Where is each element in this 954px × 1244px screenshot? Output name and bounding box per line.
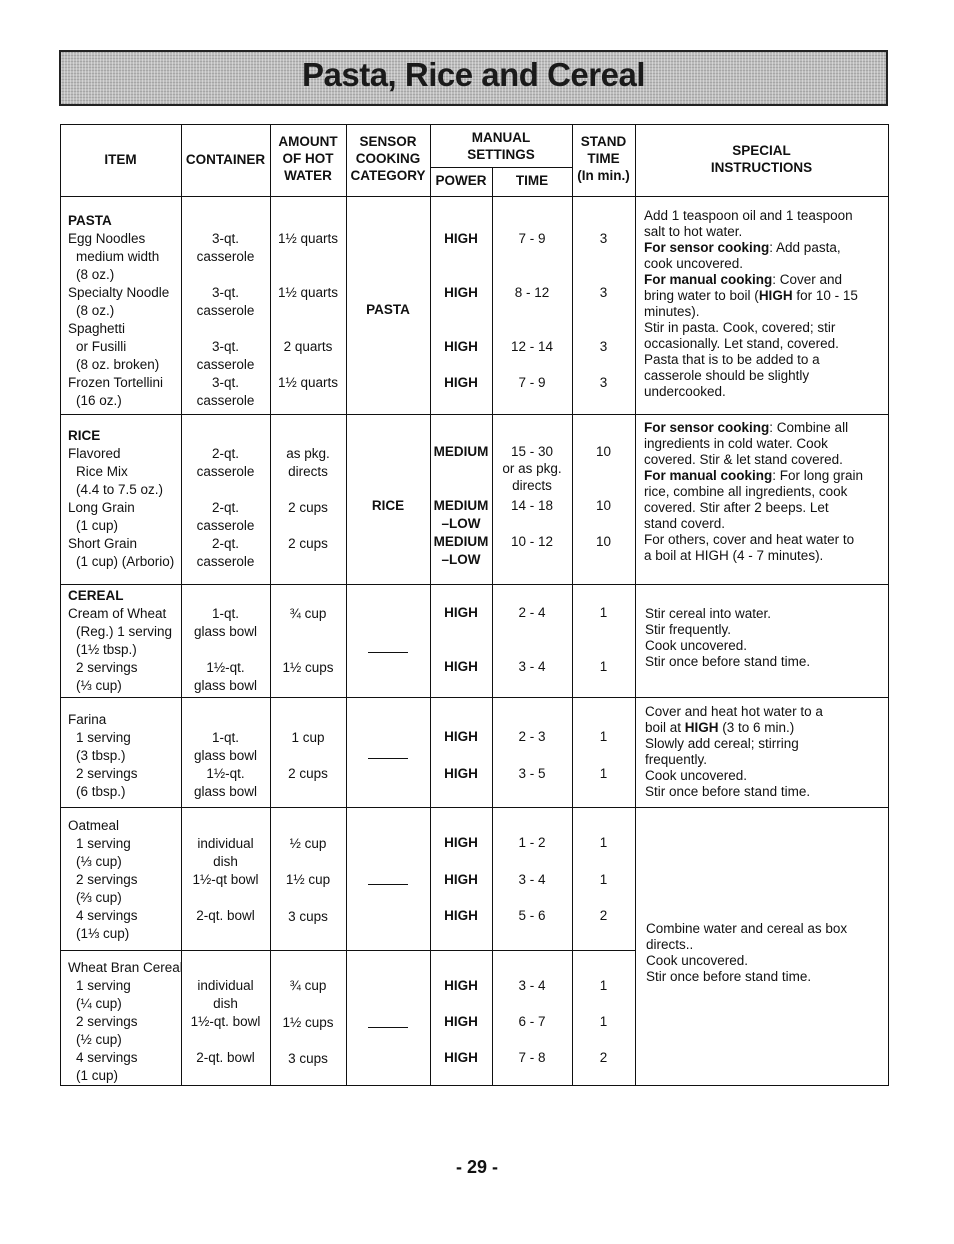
rice-instructions: For sensor cooking: Combine all ingredients in cold water. Cook covered. Stir & let stand covered. For manual cooking: For long grain rice, combine all ingredients, cook covered. Stir after 2 beeps. Let stand coverd. For others, cover and heat water to a boil at HIGH (4 - 7 minutes). bbox=[644, 420, 864, 563]
row-rule bbox=[60, 807, 889, 808]
cream-amount-1: ¾ cup bbox=[289, 606, 327, 621]
cream-category-dash bbox=[368, 652, 408, 653]
oatmeal-stand-2: 1 bbox=[599, 872, 608, 887]
pasta-power-1: HIGH bbox=[444, 231, 478, 246]
column-rule bbox=[635, 124, 636, 1086]
farina-time-1: 2 - 3 bbox=[518, 729, 546, 744]
header-power: POWER bbox=[435, 173, 487, 188]
farina-amount-1: 1 cup bbox=[291, 730, 325, 745]
row-rule bbox=[60, 950, 635, 951]
row-rule bbox=[60, 584, 889, 585]
cream-time-2: 3 - 4 bbox=[518, 659, 546, 674]
wheatbran-stand-2: 1 bbox=[599, 1014, 608, 1029]
page-title: Pasta, Rice and Cereal bbox=[301, 56, 645, 93]
pasta-containers: 3-qt. casserole 3-qt. casserole 3-qt. casserole 3-qt. casserole bbox=[196, 231, 255, 408]
wheatbran-time-2: 6 - 7 bbox=[518, 1014, 546, 1029]
rice-amount-3: 2 cups bbox=[288, 536, 328, 551]
pasta-category: PASTA bbox=[366, 302, 410, 317]
rice-items: RICE Flavored Rice Mix (4.4 to 7.5 oz.) Long Grain (1 cup) Short Grain (1 cup) (Arborio) bbox=[68, 428, 175, 569]
pasta-amount-1: 1½ quarts bbox=[277, 231, 339, 246]
wheatbran-power-2: HIGH bbox=[444, 1014, 478, 1029]
pasta-time-2: 8 - 12 bbox=[514, 285, 550, 300]
header-manual: MANUAL SETTINGS bbox=[467, 130, 535, 162]
pasta-stand-3: 3 bbox=[599, 339, 608, 354]
pasta-time-4: 7 - 9 bbox=[518, 375, 546, 390]
oatmeal-time-1: 1 - 2 bbox=[518, 835, 546, 850]
farina-instructions: Cover and heat hot water to a boil at HIGH (3 to 6 min.) Slowly add cereal; stirring frequently. Cook uncovered. Stir once before stand time. bbox=[645, 704, 823, 799]
pasta-stand-2: 3 bbox=[599, 285, 608, 300]
title-banner bbox=[59, 50, 888, 106]
oatmeal-power-1: HIGH bbox=[444, 835, 478, 850]
oatmeal-time-2: 3 - 4 bbox=[518, 872, 546, 887]
farina-power-2: HIGH bbox=[444, 766, 478, 781]
rice-power-2: MEDIUM –LOW bbox=[433, 498, 489, 531]
oatmeal-containers: individual dish 1½-qt bowl 2-qt. bowl bbox=[192, 836, 259, 923]
oatmeal-time-3: 5 - 6 bbox=[518, 908, 546, 923]
oatmeal-stand-3: 2 bbox=[599, 908, 608, 923]
rice-power-3: MEDIUM –LOW bbox=[433, 534, 489, 567]
pasta-power-4: HIGH bbox=[444, 375, 478, 390]
header-item: ITEM bbox=[104, 152, 137, 167]
cream-stand-1: 1 bbox=[599, 605, 608, 620]
pasta-stand-4: 3 bbox=[599, 375, 608, 390]
wheatbran-time-3: 7 - 8 bbox=[518, 1050, 546, 1065]
column-rule bbox=[346, 124, 347, 1086]
pasta-amount-3: 2 quarts bbox=[283, 339, 333, 354]
pasta-amount-4: 1½ quarts bbox=[277, 375, 339, 390]
farina-category-dash bbox=[368, 758, 408, 759]
farina-containers: 1-qt. glass bowl 1½-qt. glass bowl bbox=[193, 730, 258, 799]
wheatbran-category-dash bbox=[368, 1027, 408, 1028]
oatmeal-amount-2: 1½ cup bbox=[285, 872, 331, 887]
wheatbran-items: Wheat Bran Cereal 1 serving (¼ cup) 2 servings (½ cup) 4 servings (1 cup) bbox=[68, 960, 183, 1083]
header-sensor: SENSOR COOKING CATEGORY bbox=[350, 134, 426, 183]
pasta-instructions: Add 1 teaspoon oil and 1 teaspoon salt to hot water. For sensor cooking: Add pasta, cook uncovered. For manual cooking: Cover and bring water to boil (HIGH for 10 - 15 minutes). Stir in pasta. Cook, covered; stir occasionally. Let stand, covered. Pasta that is to be added to a casserole should be slightly undercooked. bbox=[644, 208, 858, 399]
farina-power-1: HIGH bbox=[444, 729, 478, 744]
oatmeal-items: Oatmeal 1 serving (⅓ cup) 2 servings (⅔ cup) 4 servings (1⅓ cup) bbox=[68, 818, 138, 941]
wheatbran-power-3: HIGH bbox=[444, 1050, 478, 1065]
oatmeal-stand-1: 1 bbox=[599, 835, 608, 850]
oatmeal-power-3: HIGH bbox=[444, 908, 478, 923]
cream-amount-2: 1½ cups bbox=[282, 660, 334, 675]
rice-stand-3: 10 bbox=[595, 534, 612, 549]
rice-containers: 2-qt. casserole 2-qt. casserole 2-qt. casserole bbox=[196, 446, 255, 569]
wheatbran-amount-1: ¾ cup bbox=[289, 978, 327, 993]
header-amount: AMOUNT OF HOT WATER bbox=[278, 134, 338, 183]
rice-power-1: MEDIUM bbox=[433, 444, 489, 459]
cream-instructions: Stir cereal into water. Stir frequently. Cook uncovered. Stir once before stand time. bbox=[645, 606, 811, 669]
wheatbran-stand-1: 1 bbox=[599, 978, 608, 993]
header-stand: STAND TIME (In min.) bbox=[577, 134, 630, 183]
header-container: CONTAINER bbox=[185, 152, 266, 167]
farina-amount-2: 2 cups bbox=[288, 766, 328, 781]
farina-items: Farina 1 serving (3 tbsp.) 2 servings (6 tbsp.) bbox=[68, 712, 138, 799]
header-special: SPECIAL INSTRUCTIONS bbox=[710, 143, 813, 175]
cream-items: CEREAL Cream of Wheat (Reg.) 1 serving (1½ tbsp.) 2 servings (⅓ cup) bbox=[68, 588, 173, 693]
cream-power-1: HIGH bbox=[444, 605, 478, 620]
pasta-power-3: HIGH bbox=[444, 339, 478, 354]
oatmeal-power-2: HIGH bbox=[444, 872, 478, 887]
pasta-time-3: 12 - 14 bbox=[510, 339, 554, 354]
farina-time-2: 3 - 5 bbox=[518, 766, 546, 781]
pasta-items: PASTA Egg Noodles medium width (8 oz.) Specialty Noodle (8 oz.) Spaghetti or Fusilli (8 oz. broken) Frozen Tortellini (16 oz.) bbox=[68, 213, 170, 408]
header-time: TIME bbox=[515, 173, 549, 188]
wheatbran-amount-3: 3 cups bbox=[288, 1051, 328, 1066]
rice-time-1: 15 - 30 or as pkg. directs bbox=[502, 444, 562, 493]
wheatbran-power-1: HIGH bbox=[444, 978, 478, 993]
wheatbran-time-1: 3 - 4 bbox=[518, 978, 546, 993]
column-rule bbox=[492, 167, 493, 1086]
cream-time-1: 2 - 4 bbox=[518, 605, 546, 620]
cream-containers: 1-qt. glass bowl 1½-qt. glass bowl bbox=[193, 606, 258, 693]
page-number: - 29 - bbox=[455, 1157, 498, 1177]
row-rule bbox=[430, 167, 572, 168]
wheatbran-containers: individual dish 1½-qt. bowl 2-qt. bowl bbox=[190, 978, 261, 1065]
farina-stand-2: 1 bbox=[599, 766, 608, 781]
pasta-time-1: 7 - 9 bbox=[518, 231, 546, 246]
row-rule bbox=[60, 697, 889, 698]
rice-time-3: 10 - 12 bbox=[510, 534, 554, 549]
oatmeal-amount-1: ½ cup bbox=[289, 836, 327, 851]
pasta-stand-1: 3 bbox=[599, 231, 608, 246]
pasta-amount-2: 1½ quarts bbox=[277, 285, 339, 300]
rice-stand-2: 10 bbox=[595, 498, 612, 513]
rice-amount-2: 2 cups bbox=[288, 500, 328, 515]
cream-stand-2: 1 bbox=[599, 659, 608, 674]
wheatbran-stand-3: 2 bbox=[599, 1050, 608, 1065]
row-rule bbox=[60, 414, 889, 415]
rice-amount-1: as pkg. directs bbox=[286, 446, 330, 479]
rice-time-2: 14 - 18 bbox=[510, 498, 554, 513]
oatmeal-amount-3: 3 cups bbox=[288, 909, 328, 924]
pasta-power-2: HIGH bbox=[444, 285, 478, 300]
wheatbran-amount-2: 1½ cups bbox=[282, 1015, 334, 1030]
row-rule bbox=[60, 196, 889, 197]
shared-instructions: Combine water and cereal as box directs.. Cook uncovered. Stir once before stand time. bbox=[646, 921, 848, 984]
oatmeal-category-dash bbox=[368, 884, 408, 885]
cream-power-2: HIGH bbox=[444, 659, 478, 674]
rice-stand-1: 10 bbox=[595, 444, 612, 459]
rice-category: RICE bbox=[371, 498, 405, 513]
farina-stand-1: 1 bbox=[599, 729, 608, 744]
